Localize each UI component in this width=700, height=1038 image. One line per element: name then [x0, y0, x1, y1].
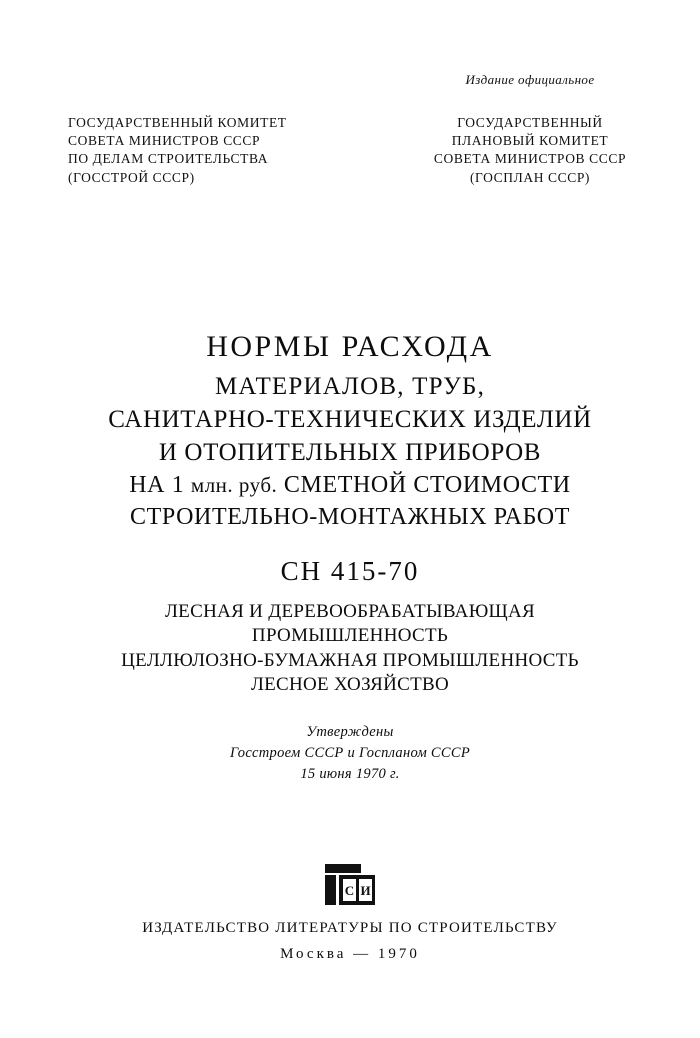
official-edition-note: Издание официальное: [465, 72, 595, 87]
city-and-year: Москва — 1970: [280, 946, 420, 962]
svg-text:С: С: [344, 883, 355, 898]
issuer-right-line-2: ПЛАНОВЫЙ КОМИТЕТ: [451, 133, 609, 149]
title-line-2: МАТЕРИАЛОВ, ТРУБ,: [214, 373, 486, 400]
title-line-5: [0, 472, 700, 499]
issuer-right-line-4: (ГОСПЛАН СССР): [469, 169, 591, 185]
issuer-left-block: [68, 114, 338, 187]
title-line-5-part-c: СМЕТНОЙ СТОИМОСТИ: [277, 472, 571, 498]
title-line-4: И ОТОПИТЕЛЬНЫХ ПРИБОРОВ: [158, 439, 542, 466]
svg-text:И: И: [360, 883, 371, 898]
branch-block: [0, 600, 700, 697]
branch-line-3: ЦЕЛЛЮЛОЗНО-БУМАЖНАЯ ПРОМЫШЛЕННОСТЬ: [121, 649, 579, 671]
title-line-5-part-a: НА 1: [129, 472, 191, 498]
approval-block: [0, 722, 700, 785]
issuer-left-line-3: ПО ДЕЛАМ СТРОИТЕЛЬСТВА: [68, 151, 269, 167]
publisher-logo-icon: [320, 862, 380, 908]
branch-line-2: ПРОМЫШЛЕННОСТЬ: [251, 625, 449, 647]
issuer-right-block: [396, 114, 664, 187]
approval-line-2: Госстроем СССР и Госпланом СССР: [229, 745, 471, 762]
approval-line-1: Утверждены: [306, 724, 394, 740]
standard-code: СН 415-70: [280, 556, 420, 586]
title-line-3: САНИТАРНО-ТЕХНИЧЕСКИХ ИЗДЕЛИЙ: [108, 406, 592, 433]
title-line-5-part-b: млн. руб.: [190, 473, 278, 497]
page-title: [0, 330, 700, 531]
issuer-left-line-4: (ГОССТРОЙ СССР): [68, 169, 195, 185]
branch-line-4: ЛЕСНОЕ ХОЗЯЙСТВО: [250, 673, 450, 695]
title-line-6: СТРОИТЕЛЬНО-МОНТАЖНЫХ РАБОТ: [129, 504, 570, 530]
publisher-name: ИЗДАТЕЛЬСТВО ЛИТЕРАТУРЫ ПО СТРОИТЕЛЬСТВУ: [142, 920, 558, 936]
issuer-left-line-1: ГОСУДАРСТВЕННЫЙ КОМИТЕТ: [68, 115, 287, 130]
imprint-block: [0, 920, 700, 963]
issuer-right-line-1: ГОСУДАРСТВЕННЫЙ: [457, 115, 603, 130]
branch-line-1: ЛЕСНАЯ И ДЕРЕВООБРАБАТЫВАЮЩАЯ: [165, 601, 535, 622]
title-line-1: НОРМЫ РАСХОДА: [206, 330, 494, 363]
issuer-right-line-3: СОВЕТА МИНИСТРОВ СССР: [433, 151, 627, 167]
issuer-left-line-2: СОВЕТА МИНИСТРОВ СССР: [68, 133, 261, 149]
approval-line-3: 15 июня 1970 г.: [300, 766, 400, 783]
